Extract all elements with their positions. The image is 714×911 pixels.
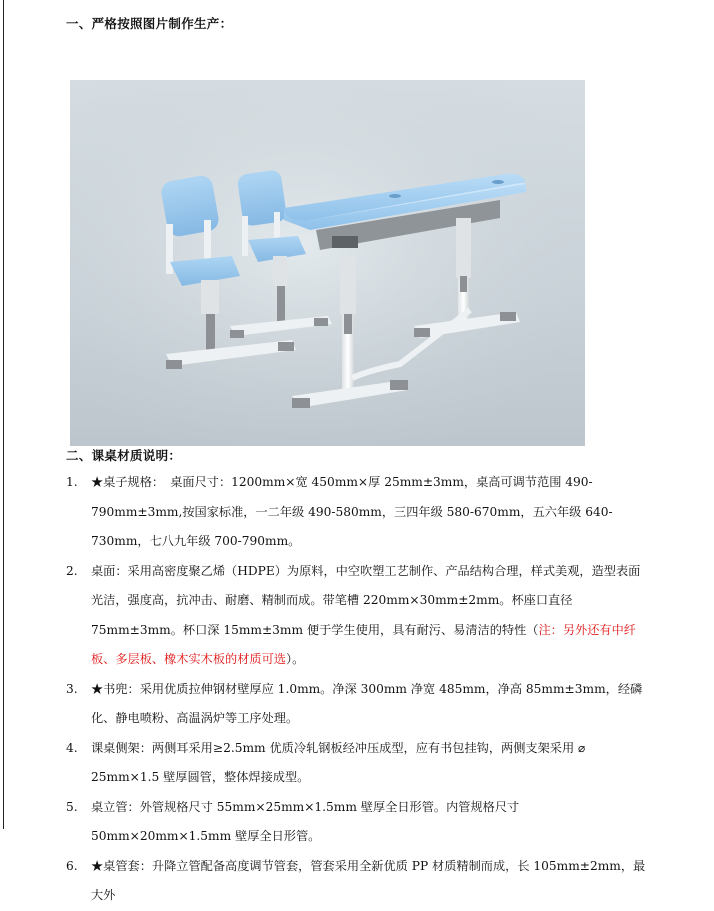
item-text: ★桌子规格： 桌面尺寸：1200mm×宽 450mm×厚 25mm±3mm，桌高可调节范围 490-790mm±3mm,按国家标准，一二年级 490-580mm，三四年级 580-670mm，五六年级 640-730mm，七八九年级 700-790mm。 <box>91 475 613 548</box>
list-item <box>0 852 714 911</box>
list-item <box>0 734 714 793</box>
item-number: 4. <box>66 740 78 755</box>
product-photo <box>70 80 585 446</box>
item-text: ★桌管套：升降立管配备高度调节管套，管套采用全新优质 PP 材质精制而成，长 105mm±2mm，最大外 <box>91 858 646 902</box>
list-item <box>0 557 714 675</box>
item-text-block <box>91 557 651 675</box>
item-text: 桌立管：外管规格尺寸 55mm×25mm×1.5mm 壁厚全日形管。内管规格尺寸 50mm×20mm×1.5mm 壁厚全日形管。 <box>91 799 520 843</box>
item-number: 6. <box>66 858 78 873</box>
item-number: 3. <box>66 681 78 696</box>
material-note: 注：另外还有中纤板、多层板、橡木实木板的材质可选 <box>91 622 636 666</box>
item-text-tail: ）。 <box>286 652 305 666</box>
list-item <box>0 468 714 557</box>
section-heading-1: 一、严格按照图片制作生产： <box>66 16 233 31</box>
item-number: 5. <box>66 799 78 814</box>
spec-list <box>0 468 714 911</box>
item-text: ★书兜：采用优质拉伸钢材壁厚应 1.0mm。净深 300mm 净宽 485mm，净高 85mm±3mm，经磷化、静电喷粉、高温涡炉等工序处理。 <box>91 681 643 725</box>
item-text: 课桌侧架：两侧耳采用≥2.5mm 优质冷轧钢板经冲压成型，应有书包挂钩，两侧支架采用 ⌀ 25mm×1.5 壁厚圆管，整体焊接成型。 <box>91 740 586 784</box>
item-number: 2. <box>66 563 78 578</box>
list-item <box>0 793 714 852</box>
item-number: 1. <box>66 475 78 489</box>
list-item <box>0 675 714 734</box>
section-heading-2: 二、课桌材质说明： <box>66 448 182 463</box>
item-text: 桌面：采用高密度聚乙烯（HDPE）为原料，中空吹塑工艺制作、产品结构合理，样式美观，造型表面光洁，强度高，抗冲击、耐磨、精制而成。带笔槽 220mm×30mm±2mm。杯座口直径 75mm±3mm。杯口深 15mm±3mm 便于学生使用，具有耐污、易清洁的特性（ <box>91 563 641 637</box>
